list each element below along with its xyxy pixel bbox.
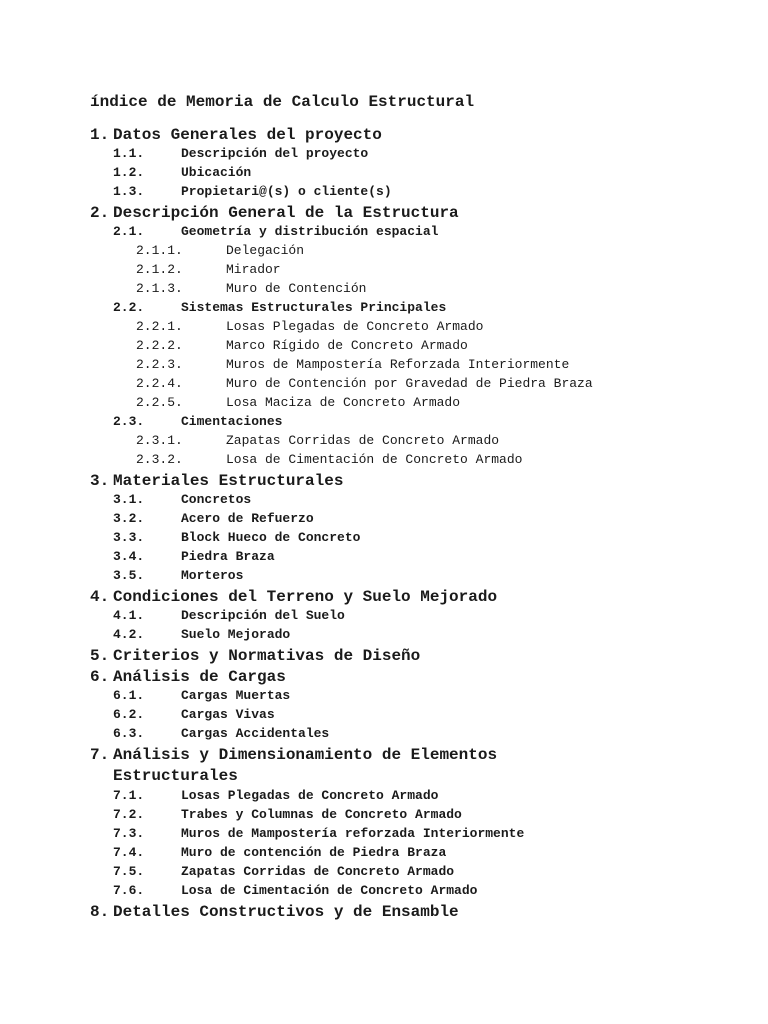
toc-entry-number: 5.: [90, 647, 110, 665]
toc-level2-entry: [113, 807, 462, 823]
toc-entry-number: 2.3.: [113, 414, 145, 429]
toc-entry-text: Descripción del Suelo: [181, 608, 345, 623]
toc-entry-text: Losa de Cimentación de Concreto Armado: [226, 452, 523, 467]
toc-entry-text: Acero de Refuerzo: [181, 511, 314, 526]
toc-level2-entry: [113, 530, 360, 546]
toc-entry-number: 3.4.: [113, 549, 145, 564]
toc-entry-text: Ubicación: [181, 165, 252, 180]
toc-entry-text: Análisis de Cargas: [113, 668, 286, 686]
document-title: índice de Memoria de Calculo Estructural: [90, 93, 475, 111]
toc-entry-text: Condiciones del Terreno y Suelo Mejorado: [113, 588, 498, 606]
toc-entry-text: Detalles Constructivos y de Ensamble: [113, 903, 459, 921]
toc-level1-entry: [90, 587, 497, 607]
toc-entry-text: Muro de contención de Piedra Braza: [181, 845, 447, 860]
toc-entry-text: Geometría y distribución espacial: [181, 224, 439, 239]
toc-entry-number: 7.3.: [113, 826, 145, 841]
toc-entry-number: 4.1.: [113, 608, 145, 623]
toc-entry-number: 7.: [90, 746, 110, 764]
toc-level2-entry: [113, 883, 477, 899]
toc-entry-number: 6.3.: [113, 726, 145, 741]
toc-entry-text: Datos Generales del proyecto: [113, 126, 382, 144]
toc-entry-text: Descripción del proyecto: [181, 146, 369, 161]
toc-entry-number: 2.1.1.: [136, 243, 183, 258]
toc-level3-entry: [136, 281, 366, 297]
toc-entry-text: Cargas Muertas: [181, 688, 291, 703]
toc-entry-number: 6.1.: [113, 688, 145, 703]
toc-level1-entry: [90, 667, 286, 687]
toc-level3-entry: [136, 243, 304, 259]
toc-level3-entry: [136, 357, 569, 373]
toc-entry-number: 3.2.: [113, 511, 145, 526]
toc-entry-text: Marco Rígido de Concreto Armado: [226, 338, 468, 353]
toc-level2-entry: [113, 826, 524, 842]
toc-level3-entry: [136, 395, 460, 411]
toc-entry-number: 2.1.2.: [136, 262, 183, 277]
toc-entry-text: Propietari@(s) o cliente(s): [181, 184, 392, 199]
toc-entry-continuation: Estructurales: [113, 767, 238, 785]
toc-level1-entry: [90, 203, 459, 223]
toc-level2-entry: [113, 224, 438, 240]
toc-entry-text: Muro de Contención: [226, 281, 367, 296]
toc-level2-entry: [113, 414, 282, 430]
toc-entry-text: Losa de Cimentación de Concreto Armado: [181, 883, 478, 898]
toc-level2-entry: [113, 608, 345, 624]
toc-entry-number: 3.5.: [113, 568, 145, 583]
toc-entry-number: 7.4.: [113, 845, 145, 860]
toc-entry-text: Criterios y Normativas de Diseño: [113, 647, 421, 665]
toc-entry-number: 2.3.2.: [136, 452, 183, 467]
toc-level1-entry: [90, 125, 382, 145]
toc-level2-entry: [113, 845, 446, 861]
toc-entry-text: Losas Plegadas de Concreto Armado: [181, 788, 439, 803]
toc-entry-text: Análisis y Dimensionamiento de Elementos: [113, 746, 498, 764]
toc-level2-entry: [113, 184, 392, 200]
toc-entry-number: 2.: [90, 204, 110, 222]
toc-entry-number: 2.2.4.: [136, 376, 183, 391]
toc-level2-entry: [113, 788, 438, 804]
toc-entry-text: Piedra Braza: [181, 549, 275, 564]
toc-level2-entry: [113, 549, 275, 565]
toc-level2-entry: [113, 492, 251, 508]
toc-entry-number: 4.2.: [113, 627, 145, 642]
toc-level3-entry: [136, 262, 281, 278]
toc-level3-entry: [136, 338, 468, 354]
toc-level2-entry: [113, 568, 243, 584]
toc-entry-number: 3.3.: [113, 530, 145, 545]
toc-entry-number: 2.2.3.: [136, 357, 183, 372]
toc-entry-text: Muros de Mampostería Reforzada Interiormente: [226, 357, 570, 372]
toc-level3-entry: [136, 433, 499, 449]
toc-entry-text: Losas Plegadas de Concreto Armado: [226, 319, 484, 334]
toc-entry-text: Concretos: [181, 492, 252, 507]
toc-level1-entry: [90, 471, 343, 491]
toc-entry-number: 4.: [90, 588, 110, 606]
toc-level2-entry: [113, 688, 290, 704]
toc-entry-text: Suelo Mejorado: [181, 627, 291, 642]
toc-entry-number: 7.2.: [113, 807, 145, 822]
toc-entry-text: Mirador: [226, 262, 281, 277]
toc-level2-entry: [113, 627, 290, 643]
toc-entry-number: 6.: [90, 668, 110, 686]
toc-level3-entry: [136, 319, 483, 335]
toc-level2-entry: [113, 165, 251, 181]
toc-entry-text: Trabes y Columnas de Concreto Armado: [181, 807, 462, 822]
toc-level1-entry: [90, 745, 497, 765]
toc-level1-entry: [90, 646, 420, 666]
toc-entry-text: Cimentaciones: [181, 414, 283, 429]
toc-entry-number: 1.3.: [113, 184, 145, 199]
toc-level2-entry: [113, 707, 275, 723]
toc-entry-number: 3.1.: [113, 492, 145, 507]
toc-entry-number: 3.: [90, 472, 110, 490]
toc-entry-number: 7.1.: [113, 788, 145, 803]
toc-entry-number: 2.2.5.: [136, 395, 183, 410]
toc-level2-entry: [113, 864, 454, 880]
toc-entry-number: 1.1.: [113, 146, 145, 161]
toc-entry-text: Cargas Vivas: [181, 707, 275, 722]
toc-entry-text: Muro de Contención por Gravedad de Piedra Braza: [226, 376, 593, 391]
toc-entry-number: 2.1.3.: [136, 281, 183, 296]
toc-level2-entry: [113, 726, 329, 742]
toc-level3-entry: [136, 452, 522, 468]
toc-entry-number: 1.2.: [113, 165, 145, 180]
toc-entry-number: 2.2.1.: [136, 319, 183, 334]
toc-entry-text: Cargas Accidentales: [181, 726, 330, 741]
toc-entry-text: Zapatas Corridas de Concreto Armado: [181, 864, 455, 879]
toc-entry-number: 7.5.: [113, 864, 145, 879]
toc-entry-text: Sistemas Estructurales Principales: [181, 300, 447, 315]
toc-level2-entry: [113, 300, 446, 316]
toc-entry-number: 6.2.: [113, 707, 145, 722]
toc-entry-text: Delegación: [226, 243, 305, 258]
toc-entry-number: 2.3.1.: [136, 433, 183, 448]
toc-entry-text: Morteros: [181, 568, 244, 583]
toc-entry-text: Materiales Estructurales: [113, 472, 344, 490]
toc-entry-text: Block Hueco de Concreto: [181, 530, 361, 545]
toc-level2-entry: [113, 511, 314, 527]
toc-entry-text: Descripción General de la Estructura: [113, 204, 459, 222]
toc-level2-entry: [113, 146, 368, 162]
toc-entry-text: Zapatas Corridas de Concreto Armado: [226, 433, 500, 448]
toc-entry-text: Muros de Mampostería reforzada Interiormente: [181, 826, 525, 841]
toc-level1-entry: [90, 902, 459, 922]
toc-entry-number: 8.: [90, 903, 110, 921]
toc-entry-number: 1.: [90, 126, 110, 144]
toc-level3-entry: [136, 376, 593, 392]
toc-entry-number: 2.2.2.: [136, 338, 183, 353]
toc-entry-number: 7.6.: [113, 883, 145, 898]
toc-entry-text: Losa Maciza de Concreto Armado: [226, 395, 461, 410]
toc-entry-number: 2.2.: [113, 300, 145, 315]
toc-entry-number: 2.1.: [113, 224, 145, 239]
